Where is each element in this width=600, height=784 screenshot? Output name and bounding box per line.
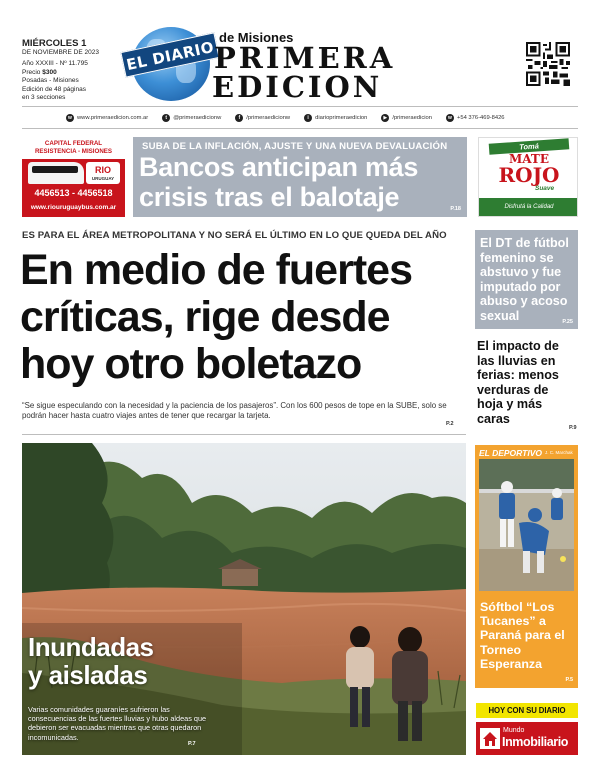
ad-mate-tagline: Disfrutá la Calidad <box>504 204 554 210</box>
logo-subtitle: de Misiones <box>219 30 294 45</box>
house-icon <box>480 728 500 749</box>
social-link-text: www.primeraedicion.com.ar <box>77 115 149 121</box>
edition-year: Año XXXIII - Nº 11.795 <box>22 60 88 68</box>
story-bancos[interactable] <box>133 137 467 217</box>
photo-story-headline[interactable]: Inundadas y aisladas <box>28 632 154 690</box>
edition-sections: en 3 secciones <box>22 94 66 102</box>
ad-rio-phones: 4456513 - 4456518 <box>34 188 113 198</box>
youtube-icon: ▶ <box>381 114 389 122</box>
ad-rio-routes: CAPITAL FEDERAL RESISTENCIA - MISIONES <box>22 137 125 159</box>
social-link-text: /primeraedicionw <box>246 115 291 121</box>
promo-hoy-label: HOY CON SU DIARIO <box>476 703 578 718</box>
ad-rio-uruguay[interactable] <box>22 137 125 217</box>
ad-mate-toma: Tomá <box>489 138 570 155</box>
softball-photo <box>479 459 574 591</box>
bus-icon <box>28 162 84 184</box>
promo-mundo-inmobiliario[interactable] <box>476 722 578 755</box>
story-lluvias-page: P.9 <box>569 425 577 431</box>
story-bancos-headline[interactable]: Bancos anticipan más crisis tras el balotaje <box>139 152 419 212</box>
instagram-icon: i <box>304 114 312 122</box>
social-link[interactable] <box>235 114 290 122</box>
main-story-page: P.2 <box>446 421 454 427</box>
social-link-text: diarioprimeraedicion <box>315 115 368 121</box>
edition-place: Posadas - Misiones <box>22 77 79 85</box>
ad-rio-web: www.riouruguaybus.com.ar <box>30 204 117 211</box>
photo-story-flood[interactable] <box>22 443 466 755</box>
main-story-rule <box>22 434 466 435</box>
story-dt-page: P.25 <box>562 319 573 325</box>
promo-mundo-small: Mundo <box>503 727 525 734</box>
social-link[interactable] <box>446 114 505 122</box>
logo-badge: EL DIARIO <box>120 32 219 77</box>
story-bancos-kicker: SUBA DE LA INFLACIÓN, AJUSTE Y UNA NUEVA DEVALUACIÓN <box>142 141 448 152</box>
social-link[interactable] <box>381 114 432 122</box>
photo-story-page: P.7 <box>188 741 196 747</box>
deportivo-page: P.5 <box>565 677 573 683</box>
deportivo-photo-credit: J. C. Marchak <box>545 450 573 455</box>
social-links-bar <box>66 112 566 124</box>
whatsapp-icon: w <box>446 114 454 122</box>
ad-mate-rojo[interactable] <box>478 137 578 217</box>
globe-icon: w <box>66 114 74 122</box>
main-story-dek: “Se sigue especulando con la necesidad y la paciencia de los pasajeros”. Con los 600 pesos de tope en la SUBE, solo se podrán hacer hasta cuatro viajes antes de tener que recargar la tarjeta. <box>22 401 447 420</box>
main-story-kicker: ES PARA EL ÁREA METROPOLITANA Y NO SERÁ EL ÚLTIMO EN LO QUE QUEDA DEL AÑO <box>22 230 447 241</box>
social-link[interactable] <box>304 114 367 122</box>
edition-date: DE NOVIEMBRE DE 2023 <box>22 49 99 56</box>
ad-mate-line1: MATE <box>508 152 549 166</box>
story-bancos-page: P.18 <box>450 206 461 212</box>
social-link-text: @primeraedicionw <box>173 115 222 121</box>
edition-price: Precio $300 <box>22 68 57 76</box>
deportivo-label: EL DEPORTIVO <box>479 448 542 458</box>
social-link-text: +54 376-469-8426 <box>456 115 505 121</box>
ad-mate-line2: ROJO <box>498 163 560 187</box>
social-rule <box>22 128 578 129</box>
edition-pages: Edición de 48 páginas <box>22 85 86 93</box>
deportivo-headline[interactable]: Sóftbol “Los Tucanes” a Paraná para el Torneo Esperanza <box>480 600 565 671</box>
social-link-text: /primeraedicion <box>392 115 432 121</box>
masthead-rule <box>22 106 578 107</box>
social-link[interactable] <box>66 114 148 122</box>
photo-story-dek: Varias comunidades guaraníes sufrieron las consecuencias de las fuertes lluvias y hubo aldeas que debieron ser evacuadas mientras que otras quedaron incomunicadas. <box>28 705 207 742</box>
edition-day: MIÉRCOLES 1 <box>22 38 87 49</box>
qr-code-icon[interactable] <box>526 42 570 86</box>
main-story-headline[interactable]: En medio de fuertes críticas, rige desde hoy otro boletazo <box>20 246 412 388</box>
story-dt-futbol[interactable] <box>475 230 578 329</box>
logo-edicion: EDICION <box>212 70 383 104</box>
logo-primera: PRIMERA <box>214 41 396 75</box>
story-dt-headline[interactable]: El DT de fútbol femenino se abstuvo y fue imputado por abuso y acoso sexual <box>480 236 569 323</box>
facebook-icon: f <box>235 114 243 122</box>
social-link[interactable] <box>162 114 221 122</box>
story-lluvias-headline[interactable]: El impacto de las lluvias en ferias: menos verduras de hoja y más caras <box>477 339 559 426</box>
ad-rio-brand: RIO URUGUAY <box>86 162 120 184</box>
ad-mate-suave: Suave <box>535 185 555 192</box>
edition-info <box>22 38 112 102</box>
masthead <box>0 0 600 108</box>
promo-mundo-big: Inmobiliario <box>502 735 569 749</box>
deportivo-box[interactable] <box>475 445 578 688</box>
twitter-icon: t <box>162 114 170 122</box>
